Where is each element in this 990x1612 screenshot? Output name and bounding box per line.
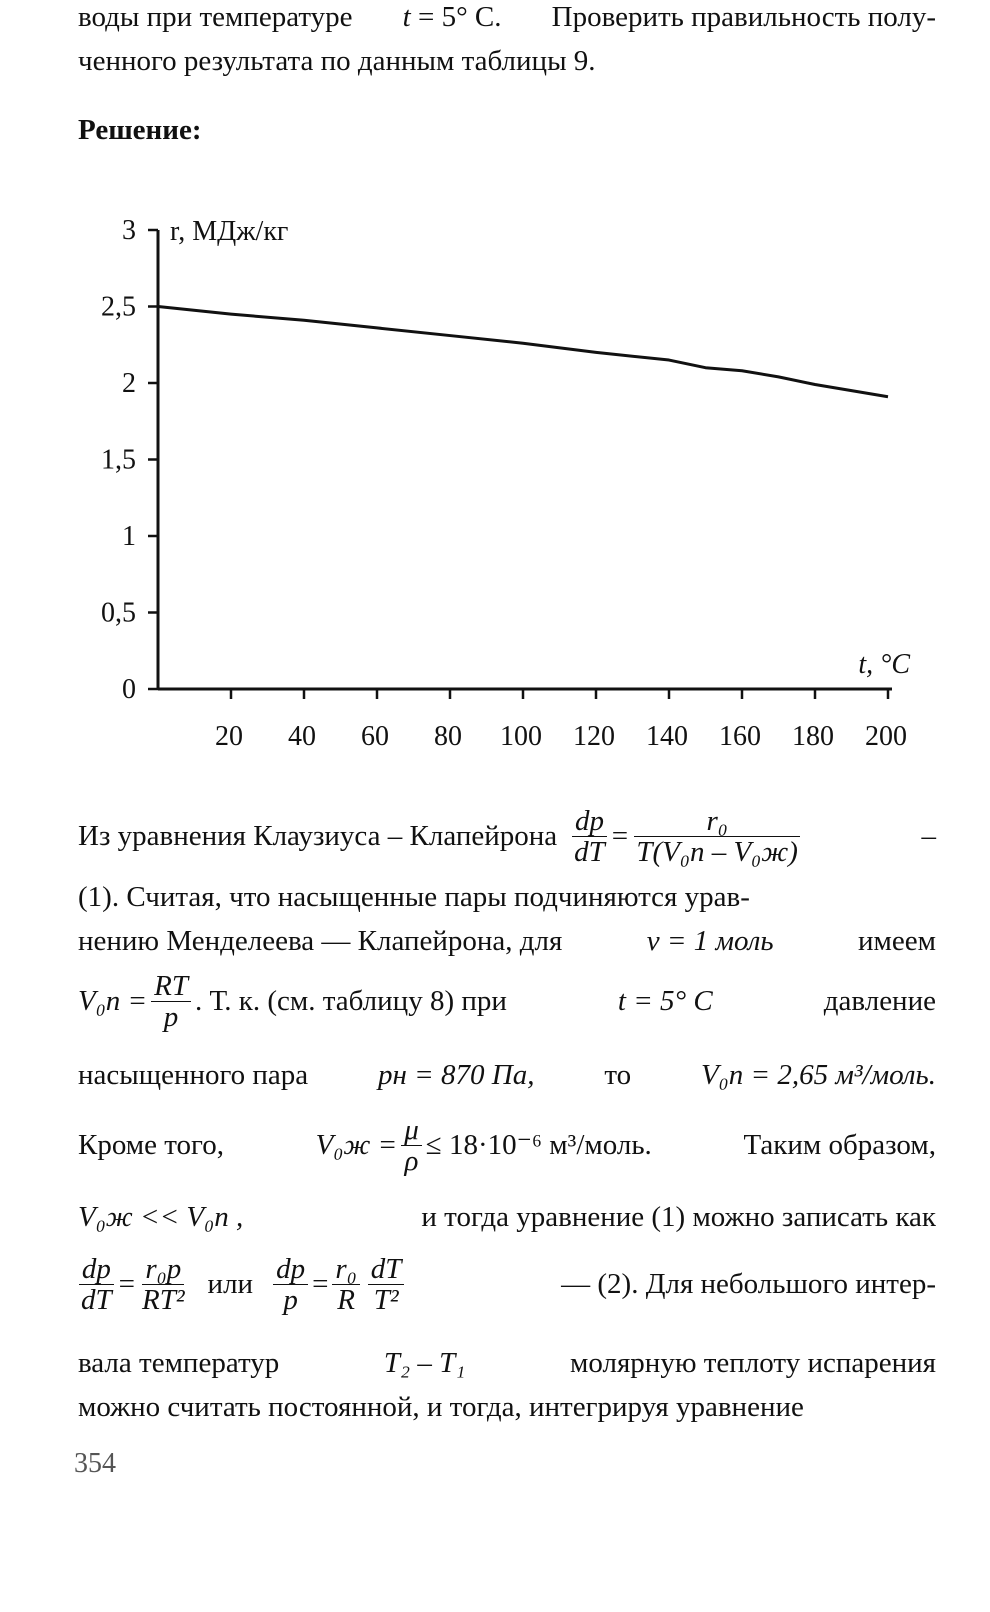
v0p-lhs: V₀п = bbox=[78, 985, 148, 1017]
para-line-2: (1). Считая, что насыщенные пары подчиняются урав- bbox=[78, 881, 750, 913]
x-tick-label: 180 bbox=[792, 721, 834, 752]
frac-dp-dt bbox=[78, 1254, 115, 1315]
frac-num: μ bbox=[401, 1115, 422, 1146]
frac-num: dp bbox=[572, 806, 607, 837]
line4-rest bbox=[195, 984, 936, 1018]
intro-text-a: воды при температуре bbox=[78, 1, 353, 33]
x-tick-label: 80 bbox=[434, 721, 462, 752]
frac-den: p bbox=[283, 1283, 298, 1316]
frac-num: r₀ bbox=[332, 1254, 359, 1285]
v-compare: V₀ж << V₀п , bbox=[78, 1201, 244, 1233]
x-tick-label: 60 bbox=[361, 721, 389, 752]
frac-den: dT bbox=[574, 835, 605, 868]
equals-sign: = bbox=[611, 820, 629, 852]
frac-r0-r bbox=[332, 1254, 359, 1315]
frac-den: R bbox=[337, 1283, 355, 1316]
para-line-8 bbox=[78, 1244, 936, 1324]
para-line-5 bbox=[78, 1058, 936, 1092]
clausius-text: Из уравнения Клаузиуса – Клапейрона bbox=[78, 820, 558, 852]
interval-text: вала температур bbox=[78, 1347, 280, 1379]
para-line-7 bbox=[78, 1200, 936, 1234]
intro-line-1 bbox=[78, 0, 936, 34]
x-tick-label: 40 bbox=[288, 721, 316, 752]
or-text: или bbox=[207, 1268, 254, 1300]
frac-num: r₀ bbox=[634, 806, 800, 837]
intro-eq: = 5° С. bbox=[417, 1, 502, 33]
eq2-tail: — (2). Для небольшого интер- bbox=[561, 1268, 936, 1300]
frac-r0p-rt2 bbox=[139, 1254, 188, 1315]
y-tick-label: 2 bbox=[122, 368, 136, 399]
y-axis-label: r, МДж/кг bbox=[170, 216, 289, 247]
frac-den: dT bbox=[81, 1283, 112, 1316]
y-tick-label: 2,5 bbox=[101, 291, 136, 323]
intro-line-2: ченного результата по данным таблицы 9. bbox=[78, 45, 596, 77]
y-tick-label: 0,5 bbox=[101, 597, 136, 629]
y-tick-label: 1 bbox=[122, 521, 136, 552]
clausius-line bbox=[78, 796, 936, 876]
para-line-3 bbox=[78, 924, 936, 958]
thus-text: Таким образом, bbox=[743, 1129, 936, 1161]
para-line-4 bbox=[78, 964, 936, 1038]
mu-over-rho-fraction bbox=[401, 1115, 422, 1176]
y-tick-label: 0 bbox=[122, 674, 136, 705]
v0zh-lhs: V₀ж = bbox=[315, 1129, 398, 1161]
x-tick-label: 100 bbox=[500, 721, 542, 752]
t-difference: T₂ – T₁ bbox=[383, 1347, 466, 1379]
y-tick-label: 3 bbox=[122, 215, 136, 246]
v0zh-bound: ≤ 18·10⁻⁶ м³/моль. bbox=[425, 1129, 652, 1161]
equals-sign: = bbox=[312, 1268, 329, 1300]
x-tick-label: 120 bbox=[573, 721, 615, 752]
page-number: 354 bbox=[74, 1448, 116, 1479]
para-line-10: можно считать постоянной, и тогда, интегрируя уравнение bbox=[78, 1391, 804, 1423]
latent-heat-chart bbox=[0, 200, 990, 770]
saturated-text: насыщенного пара bbox=[78, 1059, 309, 1091]
x-axis-label: t, °C bbox=[858, 649, 910, 680]
series-line bbox=[158, 307, 888, 397]
nu-mole: ν = 1 моль bbox=[646, 925, 774, 957]
x-tick-label: 20 bbox=[215, 721, 243, 752]
line4-temp: t = 5° С bbox=[617, 985, 713, 1017]
dash: – bbox=[921, 820, 936, 852]
para-line-6 bbox=[78, 1108, 936, 1182]
intro-formula bbox=[403, 0, 502, 34]
frac-num: dp bbox=[273, 1254, 308, 1285]
r0-fraction bbox=[632, 806, 802, 867]
we-have-text: имеем bbox=[858, 925, 936, 957]
then-text: то bbox=[604, 1059, 632, 1091]
frac-num: r₀p bbox=[142, 1254, 184, 1285]
x-tick-label: 160 bbox=[719, 721, 761, 752]
x-tick-label: 200 bbox=[865, 721, 907, 752]
v0zh-formula bbox=[316, 1115, 652, 1176]
equals-sign: = bbox=[118, 1268, 135, 1300]
frac-den: T² bbox=[373, 1283, 399, 1316]
solution-heading: Решение: bbox=[78, 114, 202, 146]
frac-num: dT bbox=[368, 1254, 405, 1285]
frac-den: p bbox=[163, 1000, 179, 1033]
x-tick-label: 140 bbox=[646, 721, 688, 752]
frac-den: RT² bbox=[142, 1283, 185, 1316]
intro-var-t: t bbox=[402, 1, 411, 33]
intro-text-b: Проверить правильность полу- bbox=[551, 1, 936, 33]
frac-num: dp bbox=[79, 1254, 114, 1285]
then-eq-text: и тогда уравнение (1) можно записать как bbox=[421, 1201, 936, 1233]
line4-text-c: давление bbox=[823, 985, 936, 1017]
molar-heat-text: молярную теплоту испарения bbox=[570, 1347, 936, 1379]
mendeleev-text: нению Менделеева — Клапейрона, для bbox=[78, 925, 563, 957]
pressure-value: pн = 870 Па, bbox=[378, 1059, 535, 1091]
para-line-9 bbox=[78, 1346, 936, 1380]
rt-over-p-fraction bbox=[151, 971, 191, 1032]
frac-dp-p bbox=[273, 1254, 308, 1315]
frac-den: ρ bbox=[404, 1144, 419, 1177]
frac-den: T(V₀п – V₀ж) bbox=[636, 835, 798, 868]
y-tick-label: 1,5 bbox=[101, 444, 136, 476]
v0p-value: V₀п = 2,65 м³/моль. bbox=[700, 1059, 936, 1091]
frac-dt-t2 bbox=[368, 1254, 405, 1315]
line4-text-a: . Т. к. (см. таблицу 8) при bbox=[194, 985, 507, 1017]
besides-text: Кроме того, bbox=[78, 1129, 224, 1161]
dp-dt-fraction bbox=[571, 806, 608, 867]
frac-num: RT bbox=[151, 971, 191, 1002]
